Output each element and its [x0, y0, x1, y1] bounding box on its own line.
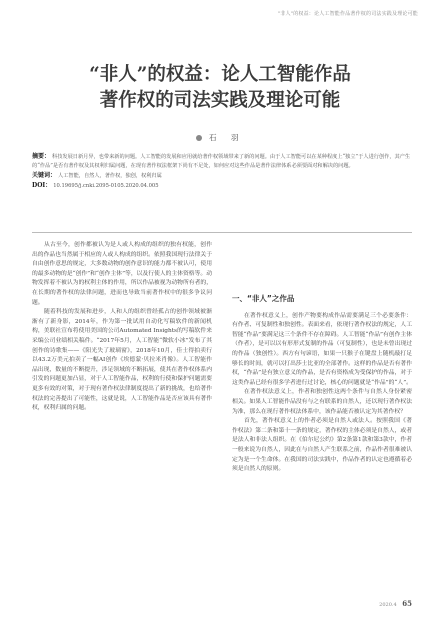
keywords-paragraph	[32, 171, 412, 181]
doi-paragraph	[32, 181, 412, 191]
author-bullet-icon	[196, 135, 202, 141]
abstract-text: 科技发展日新月异，也带来新的问题。人工智能的发展和应用就给著作权领域带来了新的问题。由于人工智能可以在某种程度上“独立”于人进行创作，其产生的“作品”是否有著作权及其权利归属问题，在现有著作权法框架下尚有不足处，如何应对这些作品是著作法律体系必须要面对和解决的问题。	[32, 154, 411, 169]
doi-label: DOI：	[32, 182, 52, 189]
body-paragraph: 在著作权意义上，创作产物要构成作品需要满足三个必要条件：有作者、可复制性和独创性。表面来看，依现行著作权法的规定，人工智能“作品”要满足这三个条件不存在障碍。人工智能“作品”有创作主体（作者），是可以以有形形式复制的作品（可复制性），也是未曾出现过的作品（独创性）。西方有句谚语，如果一只猴子在键盘上随机敲打足够长的时间，就可以打出莎士比亚的全部著作。这样的作品是否有著作权，“作品”是有独立意义的作品，是否有资格成为受保护的作品，对于这类作品已经有很多学者进行过讨论，核心的问题就是“作品”的“人”。	[232, 312, 412, 386]
section-heading: 一、“非人”之作品	[232, 294, 295, 303]
body-paragraph: 首先，著作权意义上的作者必须是自然人或法人。按照我国《著作权法》第二条和第十一条的规定，著作权的主体必须是自然人，或者是法人和非法人组织。在《伯尔尼公约》第2条第1款和第3款中，作者一般来说为自然人，因此在与自然人产生联系之前，作品作者很难被认定为是一个生命体。在我国的司法实践中，作品作者的认定也遵循着必须是自然人的原则。	[232, 418, 412, 473]
body-paragraph: 在著作权法意义上，作者和独创性这两个条件与自然人身份紧密相关。如果人工智能作品没有与之有联系的自然人，还以现行著作权法为准，那么在现行著作权法体系中，该作品能否被认定为其著作权？	[232, 389, 412, 415]
title-line-1: “非人”的权益：论人工智能作品	[89, 64, 351, 85]
keywords-text: 人工智能，自然人，著作权，独创，权利归属	[58, 173, 162, 179]
issue-label: 2020.4	[379, 602, 397, 608]
author-byline	[0, 132, 440, 143]
title-line-2: 著作权的司法实践及理论可能	[99, 90, 341, 111]
keywords-label: 关键词：	[32, 172, 57, 179]
body-paragraph: 随着科技的发展和进步，人和人的组织曾经孤占的创作领域被渐渐有了新身影，2014年，作为第一批试用自动化写稿软件的新闻机构，美联社宣布将使用美国的公司Automated Insights的写稿软件来采编公司业绩相关稿件。“2017年5月，人工智能“微软小冰”发布了其创作的诗歌集——《阳光失了玻璃窗》，2018年10月，佳士得拍卖行以43.2万美元拍卖了一幅AI创作《埃德蒙·贝拉米肖像》。人工智能作品出现，数量的不断提升，涉足领域的不断拓展，使其在著作权体系内引发的问题更加凸显，对于人工智能作品，权利的行使和保护问题需要更多有效的对策，对于现有著作权法律制度提出了新的挑战，也给著作权法的完善提出了可能性，这就是说，人工智能作品是否应该具有著作权，权利归属的问题。	[32, 309, 212, 412]
author-name: 石 羽	[209, 133, 245, 142]
body-paragraph: 从古至今，创作都被认为是人或人构成的组织的独有权能，创作出的作品也当然属于相应的人或人构成的组织。依照我国现行法律关于自由创作意思的规定，大多数动物的创作意识的能力都不被认可，使用的最多动物的是“创作”和“创作主体”等，以及行使人的主体资格等。动物发挥着不被认为的权利主体的作用，所以作品被视为动物所有者的，在长期的著作权的法律问题，进而也导致当前著作权中的很多争议问题。	[32, 242, 212, 306]
abstract-section	[32, 152, 412, 191]
running-header: "非人"的权益：论人工智能作品著作权的司法实践及理论可能	[277, 11, 418, 17]
doi-text: 10.19695/j.cnki.2095-0105.2020.04.005	[53, 183, 159, 189]
right-column	[232, 241, 412, 475]
abstract-paragraph	[32, 152, 412, 171]
left-column	[32, 241, 212, 414]
page-footer	[379, 599, 412, 608]
article-title	[0, 62, 440, 114]
section-divider	[32, 232, 412, 233]
page-number: 65	[402, 599, 412, 608]
abstract-label: 摘要：	[32, 153, 51, 160]
